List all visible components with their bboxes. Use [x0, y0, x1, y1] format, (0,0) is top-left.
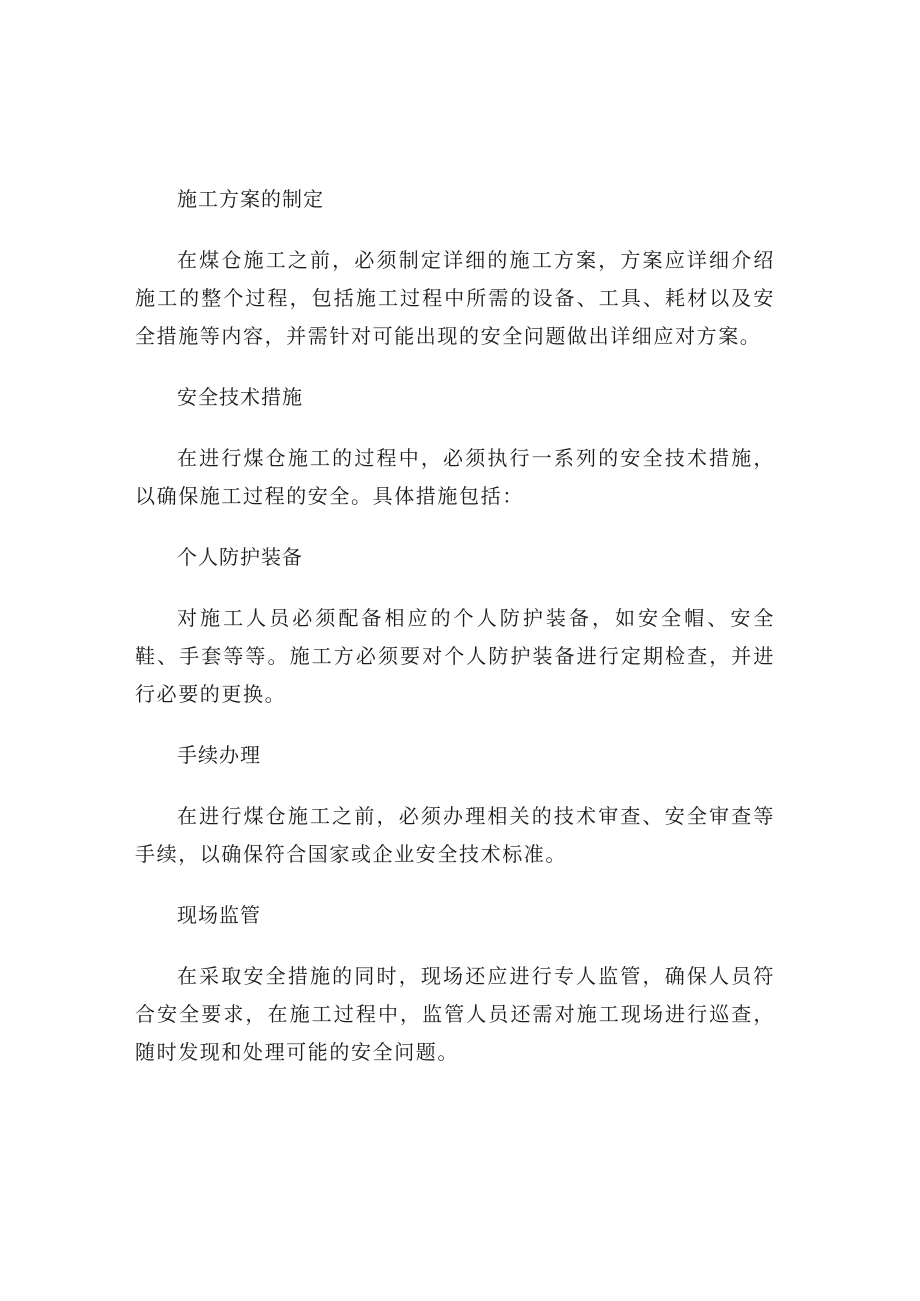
section-heading-protective-equipment: 个人防护装备 [177, 545, 303, 569]
document-body [135, 184, 775, 1098]
section-paragraph-protective-equipment: 对施工人员必须配备相应的个人防护装备，如安全帽、安全鞋、手套等等。施工方必须要对个人防护装备进行定期检查，并进行必要的更换。 [135, 606, 775, 706]
section-paragraph-site-supervision: 在采取安全措施的同时，现场还应进行专人监管，确保人员符合安全要求，在施工过程中，监管人员还需对施工现场进行巡查，随时发现和处理可能的安全问题。 [135, 964, 775, 1064]
section-paragraph-procedures: 在进行煤仓施工之前，必须办理相关的技术审查、安全审查等手续，以确保符合国家或企业安全技术标准。 [135, 804, 775, 866]
section-paragraph-plan: 在煤仓施工之前，必须制定详细的施工方案，方案应详细介绍施工的整个过程，包括施工过程中所需的设备、工具、耗材以及安全措施等内容，并需针对可能出现的安全问题做出详细应对方案。 [135, 248, 775, 348]
section-heading-safety-measures: 安全技术措施 [177, 385, 303, 409]
section-paragraph-safety-measures: 在进行煤仓施工的过程中，必须执行一系列的安全技术措施，以确保施工过程的安全。具体措施包括： [135, 446, 775, 508]
section-heading-plan: 施工方案的制定 [177, 187, 324, 211]
section-heading-procedures: 手续办理 [177, 743, 261, 767]
section-heading-site-supervision: 现场监管 [177, 903, 261, 927]
